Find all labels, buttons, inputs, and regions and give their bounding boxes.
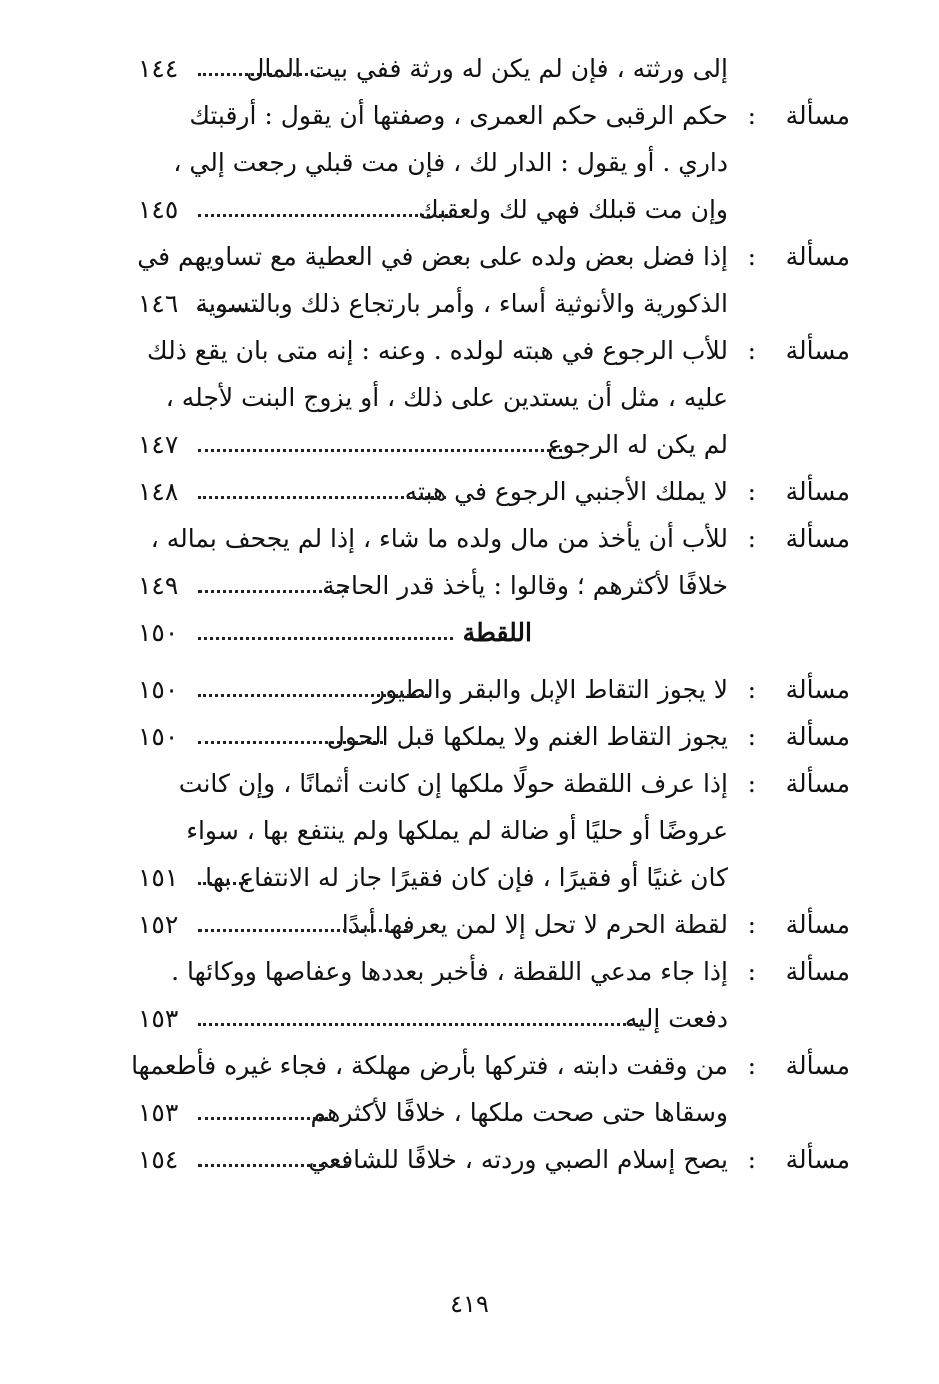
label-colon: : bbox=[747, 910, 756, 939]
leader-dots bbox=[198, 590, 348, 593]
page-ref: ١٥٢ bbox=[138, 910, 179, 939]
index-line bbox=[138, 997, 850, 1041]
entry-text: وإن مت قبلك فهي لك ولعقبك bbox=[418, 195, 728, 224]
entry-text: من وقفت دابته ، فتركها بأرض مهلكة ، فجاء غيره فأطعمها bbox=[131, 1051, 728, 1080]
index-line bbox=[138, 809, 850, 853]
index-line bbox=[138, 376, 850, 420]
page-ref: ١٤٤ bbox=[138, 54, 179, 83]
leader-dots bbox=[198, 308, 258, 311]
index-line bbox=[138, 329, 850, 373]
index-line bbox=[138, 762, 850, 806]
masala-label: مسألة bbox=[785, 1145, 850, 1174]
leader-dots bbox=[198, 1117, 328, 1120]
label-colon: : bbox=[747, 1051, 756, 1080]
index-line bbox=[138, 94, 850, 138]
masala-label: مسألة bbox=[785, 675, 850, 704]
label-colon: : bbox=[747, 524, 756, 553]
leader-dots bbox=[198, 637, 453, 640]
masala-label: مسألة bbox=[785, 722, 850, 751]
index-line bbox=[138, 282, 850, 326]
leader-dots bbox=[198, 741, 383, 744]
page-ref: ١٥٣ bbox=[138, 1004, 179, 1033]
masala-label: مسألة bbox=[785, 769, 850, 798]
leader-dots bbox=[198, 496, 446, 499]
masala-label: مسألة bbox=[785, 1051, 850, 1080]
index-line bbox=[138, 517, 850, 561]
index-line bbox=[138, 1138, 850, 1182]
entry-text: للأب الرجوع في هبته لولده . وعنه : إنه متى بان يقع ذلك bbox=[147, 336, 728, 365]
entry-text: للأب أن يأخذ من مال ولده ما شاء ، إذا لم يجحف بماله ، bbox=[150, 524, 728, 553]
entry-text: داري . أو يقول : الدار لك ، فإن مت قبلي رجعت إلي ، bbox=[173, 148, 728, 177]
index-line bbox=[138, 715, 850, 759]
entry-text: لا يملك الأجنبي الرجوع في هبته bbox=[404, 477, 728, 506]
index-line bbox=[138, 903, 850, 947]
entry-text: يجوز التقاط الغنم ولا يملكها قبل الحول bbox=[326, 722, 728, 751]
page-ref: ١٤٧ bbox=[138, 430, 179, 459]
masala-label: مسألة bbox=[785, 477, 850, 506]
index-line bbox=[138, 564, 850, 608]
label-colon: : bbox=[747, 477, 756, 506]
entry-text: عليه ، مثل أن يستدين على ذلك ، أو يزوج البنت لأجله ، bbox=[165, 383, 728, 412]
leader-dots bbox=[198, 73, 326, 76]
label-colon: : bbox=[747, 722, 756, 751]
label-colon: : bbox=[747, 957, 756, 986]
leader-dots bbox=[198, 1164, 348, 1167]
entry-text: لم يكن له الرجوع bbox=[547, 430, 728, 459]
index-line bbox=[138, 950, 850, 994]
page-ref: ١٥٠ bbox=[138, 618, 179, 647]
index-line bbox=[131, 1044, 850, 1088]
leader-dots bbox=[198, 449, 568, 452]
label-colon: : bbox=[747, 101, 756, 130]
index-line bbox=[138, 1091, 850, 1135]
page-ref: ١٤٨ bbox=[138, 477, 179, 506]
entry-text: حكم الرقبى حكم العمرى ، وصفتها أن يقول : أرقبتك bbox=[189, 101, 728, 130]
index-line bbox=[138, 47, 850, 91]
page-ref: ١٤٥ bbox=[138, 195, 179, 224]
masala-label: مسألة bbox=[785, 101, 850, 130]
leader-dots bbox=[198, 1023, 643, 1026]
entry-text: كان غنيًا أو فقيرًا ، فإن كان فقيرًا جاز له الانتفاع بها bbox=[205, 863, 728, 892]
masala-label: مسألة bbox=[785, 336, 850, 365]
entry-text: لقطة الحرم لا تحل إلا لمن يعرفها أبدًا bbox=[341, 910, 728, 939]
entry-text: خلافًا لأكثرهم ؛ وقالوا : يأخذ قدر الحاجة bbox=[322, 571, 728, 600]
index-line bbox=[138, 856, 850, 900]
label-colon: : bbox=[747, 242, 756, 271]
leader-dots bbox=[198, 882, 248, 885]
entry-text: إذا فضل بعض ولده على بعض في العطية مع تساويهم في bbox=[137, 242, 728, 271]
page-ref: ١٤٦ bbox=[138, 289, 179, 318]
entry-text: يصح إسلام الصبي وردته ، خلافًا للشافعي bbox=[308, 1145, 728, 1174]
entry-text: إذا عرف اللقطة حولًا ملكها إن كانت أثمانًا ، وإن كانت bbox=[178, 769, 728, 798]
entry-text: عروضًا أو حليًا أو ضالة لم يملكها ولم ينتفع بها ، سواء bbox=[186, 816, 728, 845]
page-ref: ١٥٠ bbox=[138, 722, 179, 751]
index-line bbox=[138, 188, 850, 232]
label-colon: : bbox=[747, 769, 756, 798]
section-heading bbox=[138, 611, 850, 655]
index-line bbox=[138, 235, 850, 279]
label-colon: : bbox=[747, 336, 756, 365]
page-number: ٤١٩ bbox=[450, 1290, 489, 1318]
masala-label: مسألة bbox=[785, 957, 850, 986]
entry-text: دفعت إليه bbox=[624, 1004, 728, 1033]
index-line bbox=[138, 668, 850, 712]
entry-text: إذا جاء مدعي اللقطة ، فأخبر بعددها وعفاصها ووكائها . bbox=[171, 957, 728, 986]
entry-text: وسقاها حتى صحت ملكها ، خلافًا لأكثرهم bbox=[310, 1098, 728, 1127]
page-ref: ١٤٩ bbox=[138, 571, 179, 600]
section-title: اللقطة bbox=[462, 618, 532, 647]
label-colon: : bbox=[747, 675, 756, 704]
label-colon: : bbox=[747, 1145, 756, 1174]
leader-dots bbox=[198, 694, 428, 697]
index-line bbox=[138, 141, 850, 185]
entry-text: الذكورية والأنوثية أساء ، وأمر بارتجاع ذلك وبالتسوية bbox=[195, 289, 728, 318]
page-ref: ١٥١ bbox=[138, 863, 179, 892]
index-line bbox=[138, 423, 850, 467]
leader-dots bbox=[198, 214, 448, 217]
page-ref: ١٥٠ bbox=[138, 675, 179, 704]
masala-label: مسألة bbox=[785, 242, 850, 271]
entry-text: إلى ورثته ، فإن لم يكن له ورثة ففي بيت المال bbox=[246, 54, 728, 83]
page-ref: ١٥٣ bbox=[138, 1098, 179, 1127]
page-ref: ١٥٤ bbox=[138, 1145, 179, 1174]
index-line bbox=[138, 470, 850, 514]
masala-label: مسألة bbox=[785, 910, 850, 939]
entry-text: لا يجوز التقاط الإبل والبقر والطيور bbox=[373, 675, 728, 704]
masala-label: مسألة bbox=[785, 524, 850, 553]
leader-dots bbox=[198, 929, 408, 932]
